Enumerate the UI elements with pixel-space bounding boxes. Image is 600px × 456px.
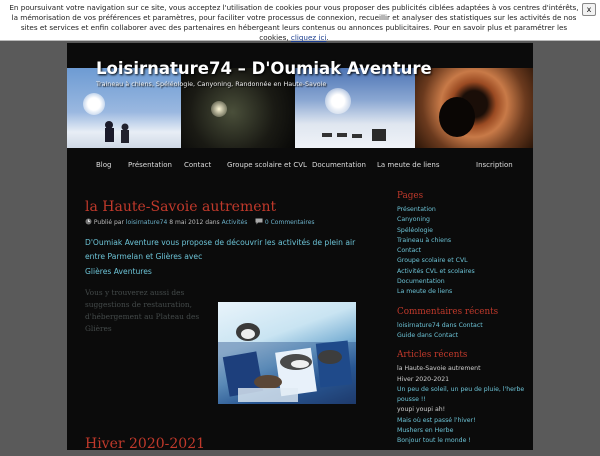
recent-comment-item: [397, 321, 527, 331]
light-glare: [211, 101, 227, 117]
sidebar-page-item[interactable]: Spéléologie: [397, 226, 433, 234]
post-comments-link[interactable]: 0 Commentaires: [264, 219, 315, 226]
comment-post-link[interactable]: Contact: [458, 321, 483, 329]
glieres-aventures-link[interactable]: Glières Aventures: [85, 267, 152, 276]
post-suggestion-text: Vous y trouverez aussi des suggestions de restauration, d'hébergement au Plateau des Glières: [85, 288, 200, 333]
recent-post-item[interactable]: pousse !!: [397, 396, 426, 404]
recent-post-item[interactable]: la Haute-Savoie autrement: [397, 365, 481, 373]
hikers-silhouette: [99, 119, 139, 145]
sidebar-page-item[interactable]: Groupe scolaire et CVL: [397, 257, 468, 265]
main-nav: [67, 152, 533, 180]
sidebar-page-item[interactable]: Traineau à chiens: [397, 236, 452, 244]
nav-item-contact[interactable]: Contact: [184, 161, 212, 169]
recent-post-item[interactable]: Mais où est passé l'hiver!: [397, 416, 476, 424]
post2-title[interactable]: Hiver 2020-2021: [85, 436, 206, 452]
recent-post-item[interactable]: Un peu de soleil, un peu de pluie, l'herbe: [397, 385, 525, 393]
comment-on: dans: [417, 331, 433, 339]
comment-bubble-icon: [255, 218, 263, 225]
nav-item-documentation[interactable]: Documentation: [312, 161, 366, 169]
sun-glare: [325, 88, 351, 114]
sidebar-pages-heading: Pages: [397, 191, 424, 201]
recent-post-item[interactable]: Bonjour tout le monde !: [397, 437, 471, 445]
cave-arch: [427, 93, 487, 143]
comment-author: Guide: [397, 331, 416, 339]
meta-in: dans: [205, 219, 220, 226]
dogs-on-chairs-illustration: [218, 302, 356, 404]
page: [67, 43, 533, 450]
sidebar-page-item[interactable]: Contact: [397, 247, 422, 255]
post-date: 8 mai 2012: [169, 219, 204, 226]
sidebar-recent-heading: Articles récents: [397, 350, 468, 361]
cookie-text: En poursuivant votre navigation sur ce site, vous acceptez l'utilisation de cookies pour vous proposer des publicités ciblées adaptées à vos centres d'intérêts, la mémorisation de vos préférences et paramètres, pour faciliter votre processus de connexion, recueillir et analyser des statistiques sur les activités de nos sites et services et enfin collaborer avec des partenaires en hébergeant leurs contenus ou annonces publicitaires. Pour en savoir plus et paramétrer les cookies,: [9, 3, 579, 42]
sidebar-page-item[interactable]: Documentation: [397, 278, 445, 286]
comment-on: dans: [441, 321, 457, 329]
sidebar: [397, 191, 527, 456]
clock-icon: [85, 218, 92, 225]
sidebar-recent-list: [397, 364, 527, 446]
sidebar-page-item[interactable]: Présentation: [397, 206, 436, 213]
cookie-banner: En poursuivant votre navigation sur ce site, vous acceptez l'utilisation de cookies pour vous proposer des publicités ciblées adaptées à vos centres d'intérêts, la mémorisation de vos préférences et paramètres, pour faciliter votre processus de connexion, recueillir et analyser des statistiques sur les activités de nos sites et services et enfin collaborer avec des partenaires en hébergeant leurs contenus ou annonces publicitaires. Pour en savoir plus et paramétrer les cookies, cliquez ici. x: [0, 0, 600, 41]
post-photo-dogs-resting: [218, 302, 356, 404]
site-tagline: Traineau à chiens, Spéléologie, Canyoning, Randonnée en Haute-Savoie: [96, 80, 327, 88]
nav-item-groupe-scolaire[interactable]: Groupe scolaire et CVL: [227, 161, 307, 169]
main-content: [85, 199, 360, 333]
nav-item-inscription[interactable]: Inscription: [476, 161, 513, 169]
cookie-close-button[interactable]: x: [582, 3, 596, 16]
nav-item-presentation[interactable]: Présentation: [128, 161, 172, 169]
recent-comment-item: [397, 331, 527, 341]
post-author-link[interactable]: loisirnature74: [125, 219, 168, 226]
sidebar-comments-heading: Commentaires récents: [397, 306, 499, 317]
post-title[interactable]: la Haute-Savoie autrement: [85, 199, 277, 215]
post-intro: D'Oumiak Aventure vous propose de découvrir les activités de plein air entre Parmelan et Glières avec: [85, 238, 356, 261]
post-meta: [85, 218, 315, 226]
sidebar-page-item[interactable]: Activités CVL et scolaires: [397, 267, 475, 275]
comment-author-link[interactable]: loisirnature74: [397, 321, 440, 329]
comment-post-link[interactable]: Contact: [433, 331, 459, 339]
cookie-more-link[interactable]: cliquez ici: [290, 33, 327, 42]
recent-post-item[interactable]: youpi youpi ah!: [397, 406, 446, 414]
recent-post-item[interactable]: Mushers en Herbe: [397, 427, 454, 435]
sidebar-page-item[interactable]: La meute de liens: [397, 288, 453, 296]
sun-glare: [83, 93, 105, 115]
post-category-link[interactable]: Activités: [221, 219, 248, 226]
meta-prefix: Publié par: [93, 219, 124, 226]
nav-item-blog[interactable]: Blog: [96, 161, 112, 169]
site-title[interactable]: Loisirnature74 – D'Oumiak Aventure: [96, 59, 432, 78]
sled-dogs-silhouette: [317, 125, 397, 145]
sidebar-comments-list: [397, 321, 527, 342]
recent-post-item[interactable]: Hiver 2020-2021: [397, 375, 450, 383]
sidebar-page-item[interactable]: Canyoning: [397, 216, 430, 224]
sidebar-pages-list: [397, 205, 527, 298]
nav-item-meute-de-liens[interactable]: La meute de liens: [377, 161, 440, 169]
